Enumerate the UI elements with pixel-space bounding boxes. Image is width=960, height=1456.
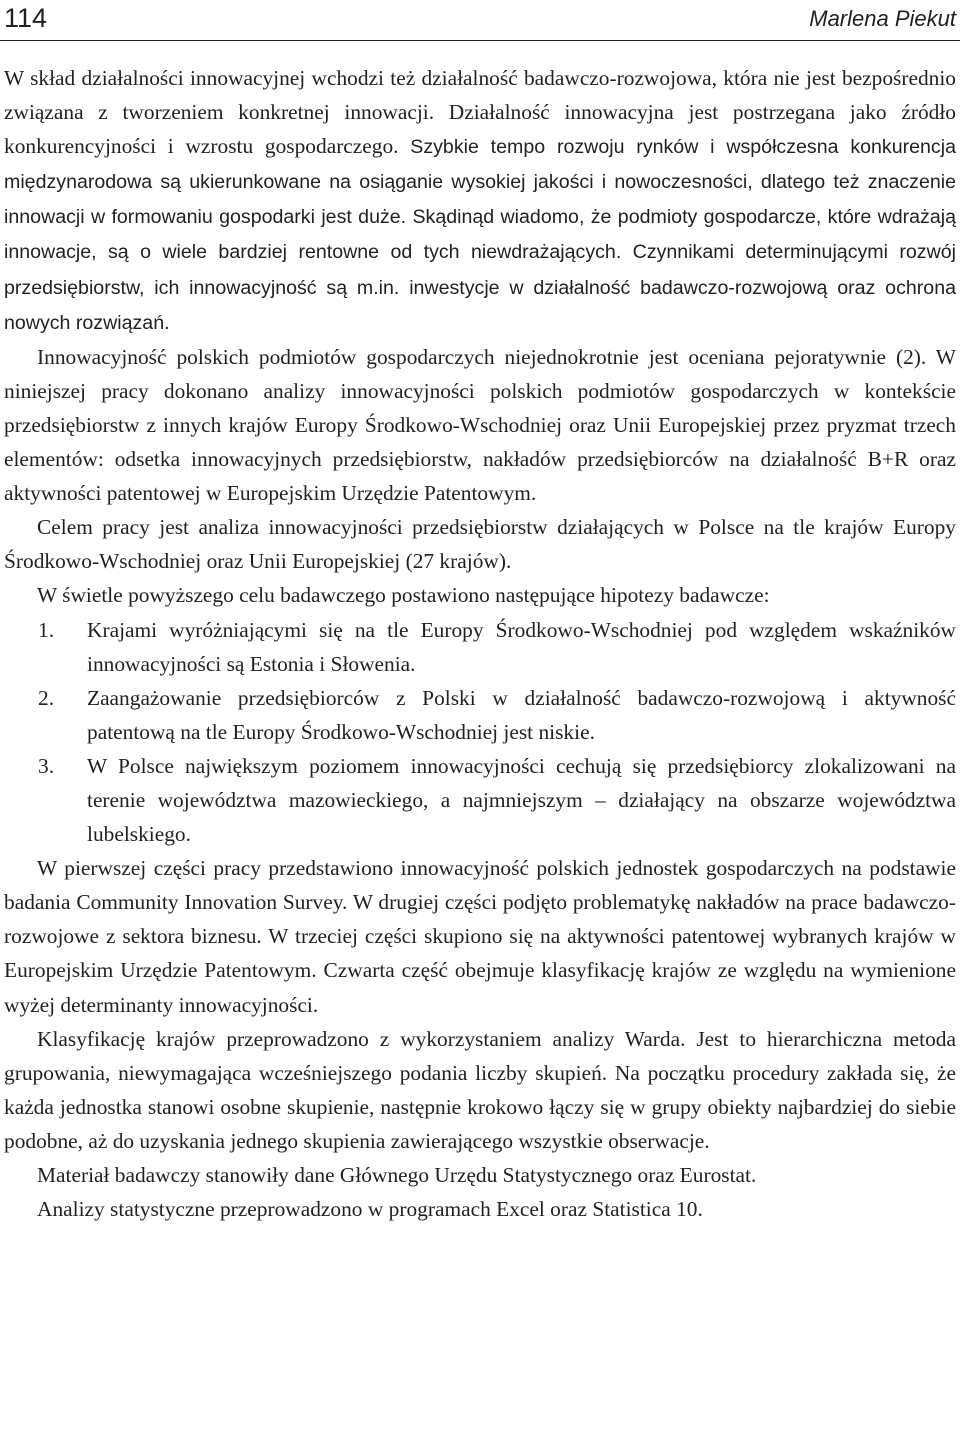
list-item-number: 3. <box>38 753 55 778</box>
paragraph-software: Analizy statystyczne przeprowadzono w programach Excel oraz Statistica 10. <box>37 1197 703 1222</box>
paragraph-hypotheses-intro: W świetle powyższego celu badawczego postawiono następujące hipotezy badawcze: <box>37 583 770 608</box>
page-number: 114 <box>4 3 48 33</box>
paragraph-analysis-intro: Innowacyjność polskich podmiotów gospodarczych niejednokrotnie jest oceniana pejoratywnie (2). W niniejszej pracy dokonano analizy innowacyjności polskich podmiotów gospodarczych w kontekście przedsiębiorstw z innych krajów Europy Środkowo-Wschodniej oraz Unii Europejskiej przez pryzmat trzech elementów: odsetka innowacyjnych przedsiębiorstw, nakładów przedsiębiorców na działalność B+R oraz aktywności patentowej w Europejskim Urzędzie Patentowym. <box>4 344 956 506</box>
list-item-text: Krajami wyróżniającymi się na tle Europy Środkowo-Wschodniej pod względem wskaźników innowacyjności są Estonia i Słowenia. <box>87 617 956 676</box>
paragraph-ward-method: Klasyfikację krajów przeprowadzono z wykorzystaniem analizy Warda. Jest to hierarchiczna metoda grupowania, niewymagająca wcześniejszego podania liczby skupień. Na początku procedury zakłada się, że każda jednostka stanowi osobne skupienie, następnie krokowo łączy się w grupy obiekty najbardziej do siebie podobne, aż do uzyskania jednego skupienia zawierającego wszystkie obserwacje. <box>4 1026 956 1153</box>
list-item-text: W Polsce największym poziomem innowacyjności cechują się przedsiębiorcy zlokalizowani na terenie województwa mazowieckiego, a najmniejszym – działający na obszarze województwa lubelskiego. <box>87 753 956 847</box>
paragraph-paper-structure: W pierwszej części pracy przedstawiono innowacyjność polskich jednostek gospodarczych na podstawie badania Community Innovation Survey. W drugiej części podjęto problematykę nakładów na prace badawczo-rozwojowe z sektora biznesu. W trzeciej części skupiono się na aktywności patentowej wybranych krajów w Europejskim Urzędzie Patentowym. Czwarta część obejmuje klasyfikację krajów ze względu na wymienione wyżej determinanty innowacyjności. <box>4 856 956 1017</box>
hypotheses-list <box>4 613 956 852</box>
paragraph-data-sources: Materiał badawczy stanowiły dane Głównego Urzędu Statystycznego oraz Eurostat. <box>37 1163 757 1187</box>
article-body <box>4 61 956 1226</box>
paragraph-research-goal: Celem pracy jest analiza innowacyjności przedsiębiorstw działających w Polsce na tle krajów Europy Środkowo-Wschodniej oraz Unii Europejskiej (27 krajów). <box>4 515 956 574</box>
list-item-number: 1. <box>38 617 55 642</box>
list-item <box>4 749 956 851</box>
paragraph-innovation-scope <box>4 61 956 340</box>
page-header <box>0 0 960 41</box>
list-item-number: 2. <box>38 685 55 710</box>
paragraph-sans-part: Szybkie tempo rozwoju rynków i współczesna konkurencja międzynarodowa są ukierunkowane na osiąganie wysokiej jakości i nowoczesności, dlatego też znaczenie innowacji w formowaniu gospodarki jest duże. Skądinąd wiadomo, że podmioty gospodarcze, które wdrażają innowacje, są o wiele bardziej rentowne od tych niewdrażających. Czynnikami determinującymi rozwój przedsiębiorstw, ich innowacyjność są m.in. inwestycje w działalność badawczo-rozwojową oraz ochrona nowych rozwiązań. <box>4 136 956 334</box>
list-item-text: Zaangażowanie przedsiębiorców z Polski w działalność badawczo-rozwojową i aktywność patentową na tle Europy Środkowo-Wschodniej jest niskie. <box>87 685 956 744</box>
list-item <box>4 681 956 749</box>
running-header-author: Marlena Piekut <box>809 6 956 31</box>
list-item <box>4 613 956 681</box>
paragraph-serif-part: W skład działalności innowacyjnej wchodzi też działalność badawczo-rozwojowa, która nie jest bezpośrednio związana z tworzeniem konkretnej innowacji. Działalność innowacyjna jest postrzegana jako źródło konkurencyjności i wzrostu gospodarczego. <box>4 66 956 159</box>
